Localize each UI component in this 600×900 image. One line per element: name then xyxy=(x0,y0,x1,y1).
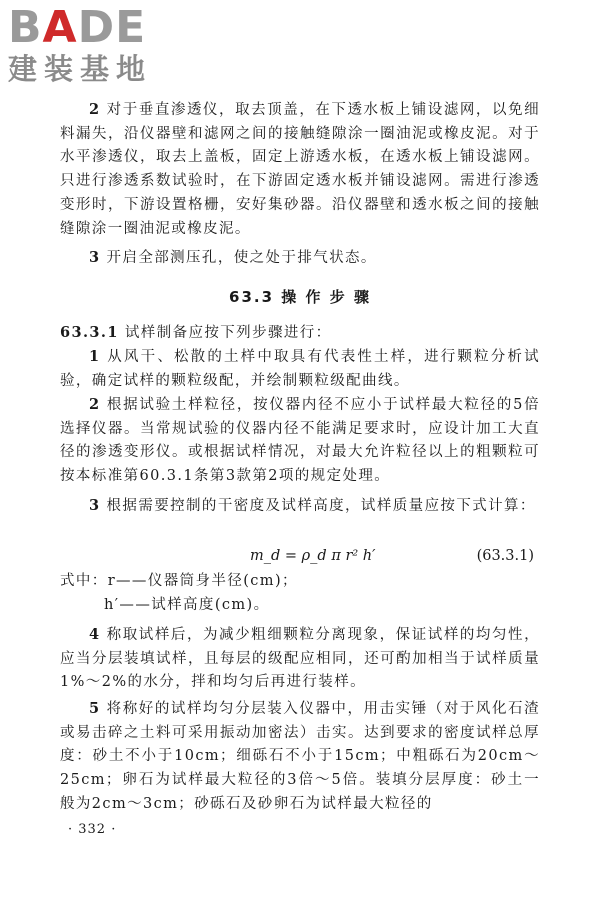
step-1: 1 从风干、松散的土样中取具有代表性土样，进行颗粒分析试验，确定试样的颗粒级配，并绘制颗粒级配曲线。 xyxy=(60,348,541,389)
clause-63-3-1: 63.3.1 试样制备应按下列步骤进行： xyxy=(60,324,332,341)
section-heading: 63.3 操 作 步 骤 xyxy=(229,288,371,306)
step-2: 2 根据试验土样粒径，按仪器内径不应小于试样最大粒径的5倍选择仪器。当常规试验的仪器内径不能满足要求时，应设计加工大直径的渗透变形仪。或根据试样情况，对最大允许粒径以上的粗颗粒可按本标准第60.3.1条第3款第2项的规定处理。 xyxy=(60,396,540,485)
paragraph-item-3: 3 开启全部测压孔，使之处于排气状态。 xyxy=(89,249,377,266)
step-3: 3 根据需要控制的干密度及试样高度，试样质量应按下式计算： xyxy=(89,497,536,514)
formula-number: (63.3.1) xyxy=(476,548,534,564)
logo-accent-letter: A xyxy=(42,2,78,53)
step-5: 5 将称好的试样均匀分层装入仪器中，用击实锤（对于风化石渣或易击碎之土料可采用振动加密法）击实。达到要求的密度试样总厚度：砂土不小于10cm；细砾石不小于15cm；中粗砾石为20cm～25cm；卵石为试样最大粒径的3倍～5倍。装填分层厚度：砂土一般为2cm～3cm；砂砾石及砂卵石为试样最大粒径的 xyxy=(60,700,540,812)
where-clause-r: 式中：r——仪器筒身半径(cm)； xyxy=(60,573,298,589)
logo xyxy=(8,2,153,86)
page-number: · 332 · xyxy=(68,822,117,837)
where-clause-h: h′——试样高度(cm)。 xyxy=(104,597,270,613)
logo-wordmark: BADE xyxy=(8,2,147,53)
formula xyxy=(60,544,540,568)
paragraph-item-2: 2 对于垂直渗透仪，取去顶盖，在下透水板上铺设滤网，以免细料漏失，沿仪器壁和滤网之间的接触缝隙涂一圈油泥或橡皮泥。对于水平渗透仪，取去上盖板，固定上游透水板，在透水板上铺设滤网。只进行渗透系数试验时，在下游固定透水板并铺设滤网。需进行渗透变形时，下游设置格栅，安好集砂器。沿仪器壁和透水板之间的接触缝隙涂一圈油泥或橡皮泥。 xyxy=(60,101,540,237)
formula-expression: m_d = ρ_d π r² h′ xyxy=(250,548,376,564)
step-4: 4 称取试样后，为减少粗细颗粒分离现象，保证试样的均匀性，应当分层装填试样，且每层的级配应相同，还可酌加相当于试样质量1%～2%的水分，拌和均匀后再进行装样。 xyxy=(60,626,540,691)
logo-subtitle: 建装基地 xyxy=(8,52,153,86)
